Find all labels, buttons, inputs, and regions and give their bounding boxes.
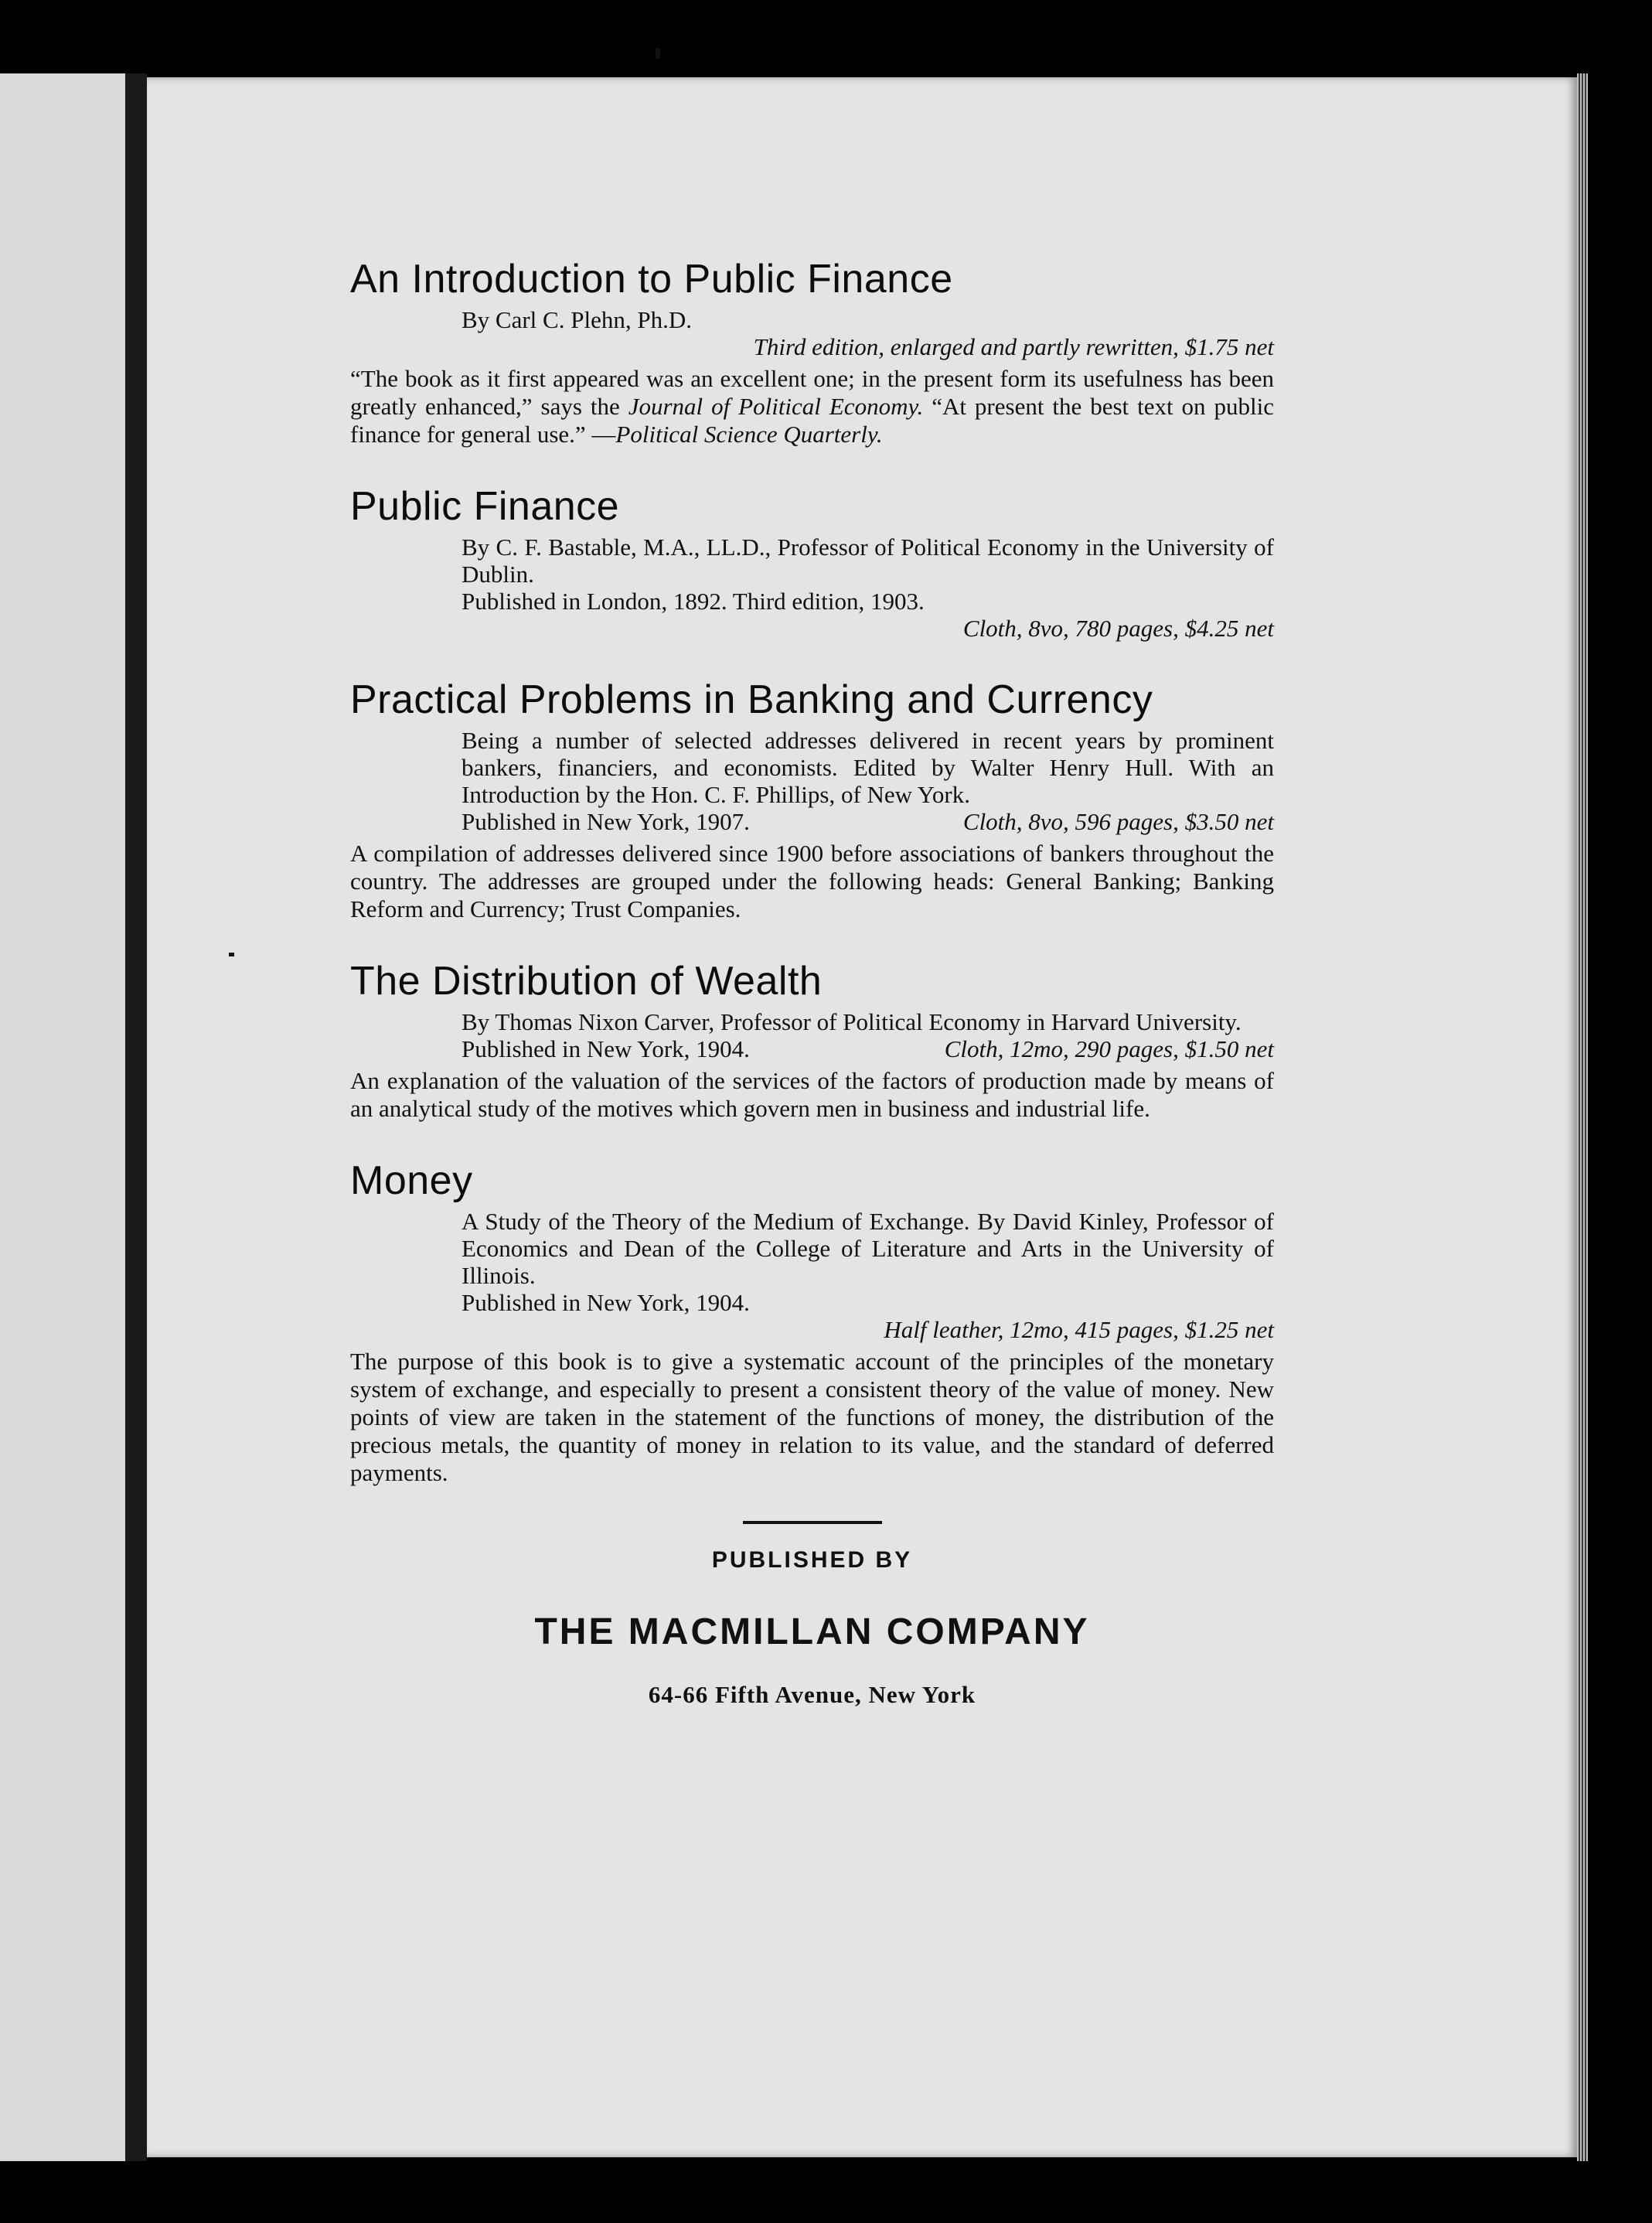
scan-speck (229, 953, 234, 956)
book-title: Money (350, 1158, 473, 1203)
book-title: An Introduction to Public Finance (350, 257, 953, 302)
book-entry (350, 255, 1274, 448)
edition-price: Half leather, 12mo, 415 pages, $1.25 net (884, 1316, 1274, 1343)
book-description (350, 1348, 1274, 1487)
publisher-name: THE MACMILLAN COMPANY (534, 1611, 1090, 1652)
author-line: By C. F. Bastable, M.A., LL.D., Professor of Political Economy in the University of Dublin. (462, 534, 1274, 588)
author-line: By Thomas Nixon Carver, Professor of Political Economy in Harvard University. (462, 1008, 1242, 1035)
edition-price: Third edition, enlarged and partly rewritten, $1.75 net (753, 333, 1274, 360)
edition-price: Cloth, 12mo, 290 pages, $1.50 net (944, 1035, 1274, 1062)
publication-info: Published in New York, 1907. (462, 808, 750, 835)
book-description (350, 1067, 1274, 1123)
book-spine (125, 73, 147, 2161)
book-title: Practical Problems in Banking and Currency (350, 677, 1153, 722)
publication-line (350, 1035, 1274, 1062)
book-entry (350, 482, 1274, 642)
description-text: “The book as it first appeared was an excellent one; in the present form its usefulness has been greatly enhanced,” says the (350, 365, 1274, 420)
page-edge (1577, 73, 1588, 2161)
publication-info: Published in New York, 1904. (462, 1035, 750, 1062)
description-text: The purpose of this book is to give a systematic account of the principles of the monetary system of exchange, and especially to present a consistent theory of the value of money. New points of view are taken in the statement of the functions of money, the distribution of the precious metals, the quantity of money in relation to its value, and the standard of deferred payments. (350, 1348, 1274, 1486)
facing-page (0, 73, 125, 2161)
divider-rule (743, 1521, 882, 1524)
book-title: The Distribution of Wealth (350, 959, 823, 1004)
book-entries (350, 255, 1274, 1487)
author-line: By Carl C. Plehn, Ph.D. (462, 306, 692, 333)
book-title: Public Finance (350, 484, 620, 529)
book-description (350, 365, 1274, 448)
description-text: A compilation of addresses delivered since 1900 before associations of bankers throughout the country. The addresses are grouped under the following heads: General Banking; Banking Reform and Currency; Trust Companies. (350, 840, 1274, 922)
description-text: “At present the best text on public finance for general use.” — (350, 393, 1275, 448)
advertisement-list (350, 255, 1274, 1709)
book-entry (350, 957, 1274, 1123)
description-text: An explanation of the valuation of the services of the factors of production made by means of an analytical study of the motives which govern men in business and industrial life. (350, 1067, 1274, 1122)
citation-source: Political Science Quarterly. (615, 421, 883, 448)
edition-price: Cloth, 8vo, 780 pages, $4.25 net (962, 615, 1274, 642)
publication-line (350, 808, 1274, 835)
author-line: Being a number of selected addresses delivered in recent years by prominent bankers, financiers, and economists. Edited by Walter Henry Hull. With an Introduction by the Hon. C. F. Phillips, of New York. (462, 727, 1274, 808)
citation-source: Journal of Political Economy. (628, 393, 924, 420)
book-description (350, 840, 1274, 923)
book-entry (350, 1157, 1274, 1487)
publisher-address: 64-66 Fifth Avenue, New York (648, 1681, 976, 1708)
author-line: A Study of the Theory of the Medium of Exchange. By David Kinley, Professor of Economics and Dean of the College of Literature and Arts in the University of Illinois. (462, 1208, 1274, 1289)
author-line: Published in New York, 1904. (462, 1289, 750, 1316)
edition-price: Cloth, 8vo, 596 pages, $3.50 net (962, 808, 1274, 835)
author-line: Published in London, 1892. Third edition, 1903. (462, 588, 925, 615)
scan-speck (656, 48, 660, 59)
published-by-label: PUBLISHED BY (711, 1547, 913, 1573)
book-entry (350, 676, 1274, 923)
